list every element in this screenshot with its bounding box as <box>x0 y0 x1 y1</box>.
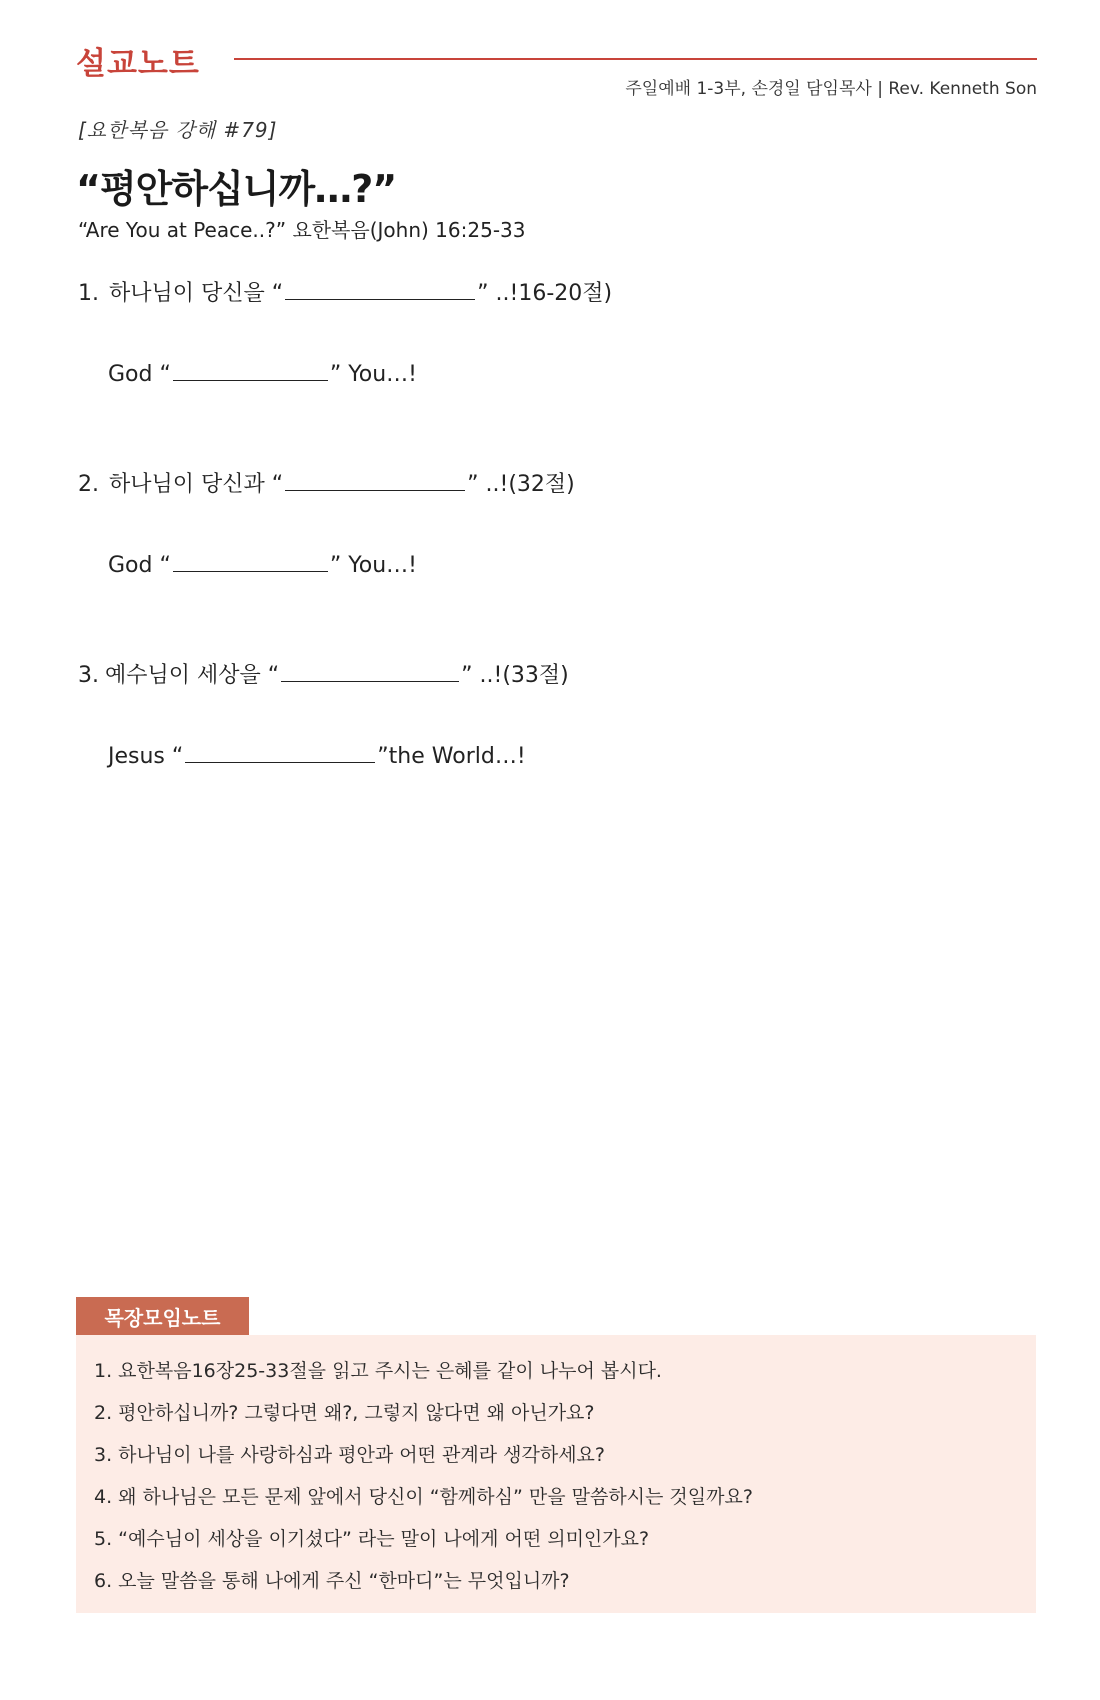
group-question: 3. 하나님이 나를 사랑하심과 평안과 어떤 관계라 생각하세요? <box>94 1444 605 1466</box>
point-text-before: God “ <box>108 553 171 578</box>
group-question: 2. 평안하십니까? 그렇다면 왜?, 그렇지 않다면 왜 아닌가요? <box>94 1402 595 1424</box>
point-3-english <box>108 744 526 769</box>
point-text-before: 하나님이 당신을 “ <box>109 281 284 306</box>
point-2-english <box>108 553 417 578</box>
group-question: 4. 왜 하나님은 모든 문제 앞에서 당신이 “함께하심” 만을 말씀하시는 것일까요? <box>94 1486 753 1508</box>
group-question: 6. 오늘 말씀을 통해 나에게 주신 “한마디”는 무엇입니까? <box>94 1570 570 1592</box>
point-text-after: ” ..!(32절) <box>467 472 575 497</box>
point-1-korean <box>78 276 612 307</box>
fill-in-blank[interactable] <box>173 379 328 381</box>
sermon-subtitle: “Are You at Peace..?” 요한복음(John) 16:25-33 <box>78 218 526 242</box>
point-1-english <box>108 362 417 387</box>
point-text-after: ” You…! <box>329 362 418 387</box>
fill-in-blank[interactable] <box>285 298 475 300</box>
service-info: 주일예배 1-3부, 손경일 담임목사 | Rev. Kenneth Son <box>625 79 1037 99</box>
group-question: 1. 요한복음16장25-33절을 읽고 주시는 은혜를 같이 나누어 봅시다. <box>94 1360 662 1382</box>
point-text-after: ” You…! <box>329 553 418 578</box>
fill-in-blank[interactable] <box>173 570 328 572</box>
fill-in-blank[interactable] <box>185 761 375 763</box>
point-number: 2. <box>78 472 99 497</box>
fill-in-blank[interactable] <box>281 680 459 682</box>
point-text-after: ” ..!16-20절) <box>477 281 613 306</box>
point-number: 1. <box>78 281 99 306</box>
sermon-series: [요한복음 강해 #79] <box>78 118 278 142</box>
header-rule <box>234 58 1037 60</box>
brand-title: 설교노트 <box>76 46 200 82</box>
group-notes-label: 목장모임노트 <box>76 1297 249 1335</box>
point-text-before: Jesus “ <box>108 744 184 769</box>
group-notes-box <box>76 1335 1036 1613</box>
point-2-korean <box>78 467 575 498</box>
group-question: 5. “예수님이 세상을 이기셨다” 라는 말이 나에게 어떤 의미인가요? <box>94 1528 650 1550</box>
point-text-before: God “ <box>108 362 171 387</box>
point-text-after: ” ..!(33절) <box>461 663 569 688</box>
fill-in-blank[interactable] <box>285 489 465 491</box>
point-text-before: 하나님이 당신과 “ <box>109 472 284 497</box>
sermon-title: “평안하십니까…?” <box>76 167 397 211</box>
point-3-korean <box>78 658 569 689</box>
point-text-after: ”the World…! <box>377 744 526 769</box>
point-number: 3. <box>78 663 99 688</box>
point-text-before: 예수님이 세상을 “ <box>105 663 280 688</box>
